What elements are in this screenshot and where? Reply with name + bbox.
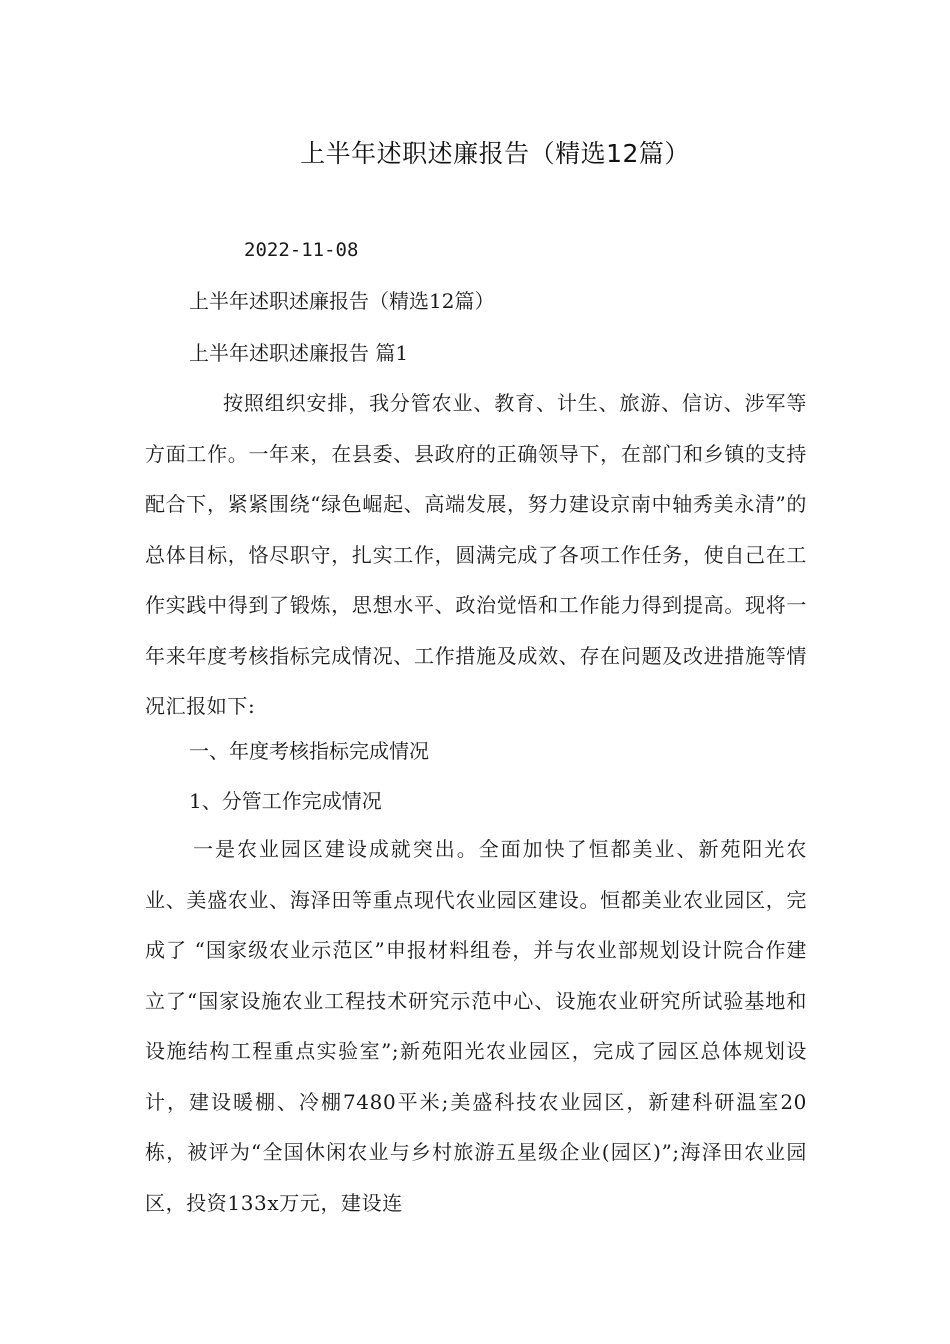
heading-level-1: 一、年度考核指标完成情况 (189, 739, 429, 763)
document-title: 上半年述职述廉报告（精选12篇） (300, 139, 690, 168)
document-subtitle: 上半年述职述廉报告（精选12篇） (189, 289, 495, 313)
body-paragraph-2: 一是农业园区建设成就突出。全面加快了恒都美业、新苑阳光农业、美盛农业、海泽田等重点现代农业园区建设。恒都美业农业园区，完成了 “国家级农业示范区”申报材料组卷，并与农业部规划设计院合作建立了“国家设施农业工程技术研究示范中心、设施农业研究所试验基地和设施结构工程重点实验室”;新苑阳光农业园区，完成了园区总体规划设计，建设暖棚、冷棚7480平米;美盛科技农业园区，新建科研温室20栋，被评为“全国休闲农业与乡村旅游五星级企业(园区)”;海泽田农业园区，投资133x万元，建设连 (145, 837, 807, 1215)
section-heading: 上半年述职述廉报告 篇1 (189, 341, 409, 365)
document-date: 2022-11-08 (244, 239, 359, 261)
heading-level-2: 1、分管工作完成情况 (189, 789, 382, 813)
body-paragraph-1: 按照组织安排，我分管农业、教育、计生、旅游、信访、涉军等方面工作。一年来，在县委、县政府的正确领导下，在部门和乡镇的支持配合下，紧紧围绕“绿色崛起、高端发展，努力建设京南中轴秀美永清”的总体目标，恪尽职守，扎实工作，圆满完成了各项工作任务，使自己在工作实践中得到了锻炼，思想水平、政治觉悟和工作能力得到提高。现将一年来年度考核指标完成情况、工作措施及成效、存在问题及改进措施等情况汇报如下: (145, 391, 807, 718)
